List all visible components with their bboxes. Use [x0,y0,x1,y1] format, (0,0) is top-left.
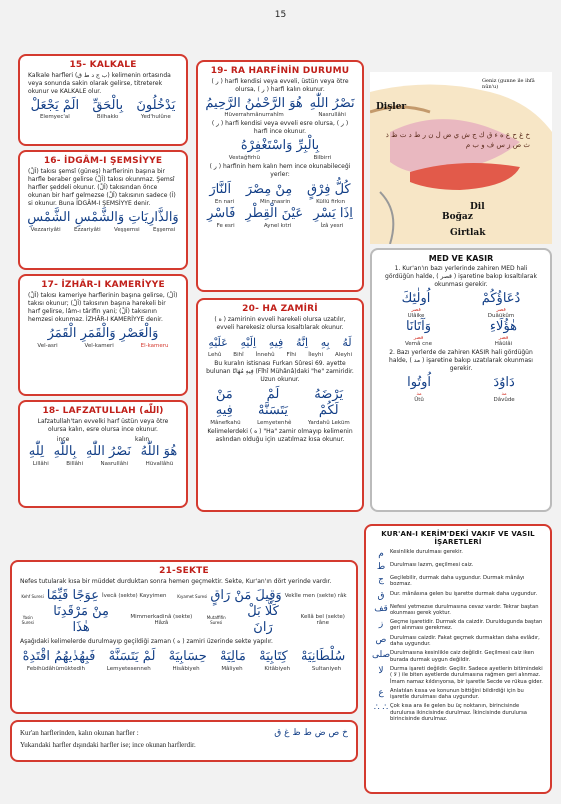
sekte-example [16,604,200,636]
arabic-text: اِذَا يَسْرِ [313,206,353,221]
arabic-text: مَالِيَهْ [220,649,246,664]
vakif-symbol: لا [378,665,384,676]
transliteration: Vestağfirhü [228,155,260,161]
vakif-symbol: م [378,549,384,559]
transliteration: Ezzariyâti [73,227,101,233]
vakif-description: Çok kısa ara ile gelen bu üç noktanın, birincisinde durulursa ikincisinde durulmaz. İkincisinde durulursa birincisinde durulmaz. [390,703,527,723]
transliteration: Lillâhi [32,461,49,467]
transliteration: En nari [214,199,235,205]
transliteration: El-kameru [140,343,169,349]
med-rule-2: 2. Bazı yerlerde de zahiren KASIR hali gördüğün halde, ( مد ) işaretine bakıp uzatılarak okunması gerekir. [389,349,533,372]
izhar-title: 17- İZHÂR-I KAMERİYYE [41,280,165,290]
med-title: MED VE KASIR [428,254,494,263]
transliteration: İzâ yesri [320,223,344,229]
vakif-item [372,666,544,685]
arabic-text: هٰؤُلَاءِ [489,319,518,334]
arabic-text: الَمْ يَجْعَلْ [30,98,80,113]
vakif-symbol: ج [378,575,384,585]
sure-name: Kıyamet Suresi [177,593,208,599]
sekte-row [16,588,352,604]
transliteration: Mimmerkadinâ (sekte) Hâzâ [130,614,193,626]
transliteration: Nasrullâhi [318,112,346,118]
vakif-description: Anlatılan kıssa ve konunun bittiğini bildirdiği için bu işaretle durulması daha uygundur. [390,687,524,701]
ha-trans-row [202,352,358,358]
med-ex3 [376,375,546,403]
arabic-text: بِاللّٰهِ [53,444,77,459]
title-arabic: (اللّٰه) [139,406,164,416]
label-bogaz: Boğaz [442,212,473,222]
madd-mark: مد [416,391,422,397]
arabic-text: يَدْخُلُونَ [136,98,176,113]
transliteration: Hüvallâhü [145,461,174,467]
lafzatullah-text: Lafzatullah'tan evvelki harf üstün veya ötre olursa kalın, esre olursa ince okunur. [37,418,169,433]
arabic-text: كَلَّا بَلْ رَانَ [247,604,279,635]
ha-arabic2-row [202,386,358,420]
vakif-description: Durma işareti değildir. Geçilir. Sadece ayetlerin bitimindeki ( لا ) ile biten ayetlerde durulmasına rağmen geri alınmaz. İmam namaz kıldırıyorsa, bir işaretle Secde ve rükua gider. [390,665,543,685]
transliteration: Bilbirri [313,155,332,161]
arabic-text: نَصْرُ اللّٰهِ [309,96,355,111]
sure-name: Kehf Suresi [21,593,44,599]
kalkale-example [92,98,123,120]
transliteration: Febihüdâhümüktedih [26,666,86,672]
arabic-text: لِلّٰهِ [28,444,45,459]
vakif-symbol: قف [374,603,388,614]
vakif-description: Durulmasına kesinlikle caiz değildir. Geçilmesi caiz iken burada durmak uygun değildir. [390,650,535,663]
izhar-arabic: وَالْعَصْرِ وَالْقَمَرِ الْقَمَرُ [47,326,159,341]
arabic-text: بِالْحَقِّ [92,98,124,113]
transliteration: Elemyec'al [39,114,70,120]
transliteration: İnnehû [255,352,275,358]
transliteration: Yardahû Leküm [307,420,350,426]
ra-ex4-trans [202,223,358,229]
ra-rule-3: ( ر ) harfinin hem kalın hem ince okunabileceği yerler: [209,163,351,178]
arabic-text: كِتَابِيَهْ [259,649,288,664]
ha-note: Bu kuralın istisnası Furkan Sûresi 69. ayette bulunan فِيهِ مُهَانًا (Fîhî Mühânâ)daki "he" zamiridir. Uzun okunur. [206,360,354,383]
ha-trans2-row [202,420,358,426]
kasr-mark: قصر [411,307,421,313]
kalkale-title: 15- KALKALE [69,60,137,70]
vakif-item [372,703,544,722]
idgam-trans [24,227,182,233]
kalkale-box [18,54,188,146]
vakif-item [372,549,544,559]
transliteration: Hâülâi [494,341,513,347]
arabic-text: هُوَ اللّٰهُ [140,444,178,459]
izhar-box [18,274,188,396]
transliteration: Fe esri [216,223,235,229]
kalin-label: kalın [134,436,150,443]
vakif-description: Kesinlikle durulması gerekir. [390,549,463,555]
vakif-item [372,591,544,601]
sekte-note: Aşağıdaki kelimelerde durulmayıp geçildiği zaman ( ه ) zamiri üzerinde sekte yapılır. [20,638,273,645]
transliteration: Yed'hulûne [140,114,171,120]
transliteration: Mâliyeh [221,666,243,672]
sekte-row [16,604,352,636]
vakif-item [372,650,544,663]
transliteration: Billâhi [66,461,84,467]
page-number: 15 [274,10,287,20]
ra-ex3-trans [202,199,358,205]
footer-box [10,720,358,762]
kalkale-examples [24,98,182,120]
ra-ex3-arabic [202,181,358,199]
transliteration: Kellâ bel (sekte) râne [300,614,345,626]
arabic-text: فَبِهُدٰيهُمُ اقْتَدِهْ [22,649,96,664]
transliteration: Vezzariyâti [30,227,61,233]
label-disler: Dişler [376,102,407,112]
arabic-text: فَاسْرِ [207,206,236,221]
label-dil: Dil [470,202,485,212]
arabic-text: لَمْ يَتَسَنَّهْ [257,387,288,418]
kalkale-text: Kalkale harfleri (ب ج د ط ق) kelimenin ortasında veya sonunda sakin olarak gelirse, titreterek okunur ve KALKALE olur. [28,72,171,95]
izhar-text: (اَلْ) takısı kameriye harflerinin başına gelirse, (اَلْ) takısı okunur; (اَلْ) takısının başına harekeli bir harf gelirse, lâm-ı târifin yani; (اَلْ) takısının hemzesi okunmaz. İZHÂR-I KAMERİYYE denir. [28,292,178,323]
sekte-title: 21-SEKTE [159,566,209,576]
vakif-item [372,635,544,648]
transliteration: Dâvûde [493,397,515,403]
arabic-text: اُولٰئِكَ [401,291,431,306]
vakif-item [372,604,544,617]
arabic-text: حِسَابِيَهْ [168,649,207,664]
sekte-words-trans [16,666,352,672]
articulation-diagram [370,72,552,244]
ha-text: ( ه ) zamirinin evveli harekeli olursa uzatılır, evveli harekesiz olursa kısaltılarak okunur. [214,316,346,331]
ra-title: 19- RA HARFİNİN DURUMU [210,66,350,76]
vakif-item [372,575,544,588]
arabic-text: عِوَجًا قَيِّمًا [46,588,99,603]
arabic-text: اِلَيْهِ [240,336,257,349]
ha-note2: Kelimelerdeki ( ه ) "Ha" zamir olmayıp kelimenin aslından olduğu için uzatılmaz kısa okunur. [207,428,353,443]
transliteration: Küllü firkın [316,199,346,205]
vakif-vasil-box [364,524,552,794]
transliteration: Kitâbiyeh [264,666,291,672]
transliteration: Aynel kıtri [263,223,292,229]
ince-label: ince [56,436,70,443]
arabic-text: بِهِ [320,336,330,349]
med-example [482,291,521,319]
lafzatullah-title [20,406,186,416]
vakif-title: KUR'AN-I KERİM'DEKİ VAKIF VE VASIL İŞARETLERİ [381,530,535,546]
vakif-symbol: ق [377,590,385,601]
vakif-description: Geçme işaretidir. Durmak da caizdir. Duruldugunda baştan geri alınması gerekmez. [390,619,543,632]
vakif-list [366,549,550,722]
vakif-item [372,562,544,572]
footer-line-2: Yukarıdaki harfler dışındaki harfler ise; ince okunan harflerdir. [20,741,196,749]
arabic-text: مِنْ مَرْقَدِنَا هٰذَا [53,604,109,635]
transliteration: Sultaniyeh [311,666,342,672]
sekte-example [21,588,166,604]
arabic-text: سُلْطَانِيَهْ [300,649,346,664]
idgam-arabic: وَالذَّارِيَاتِ وَالشَّمْسِ الشَّمْسِ [27,210,179,225]
vakif-symbol: ط [376,562,386,572]
med-example [402,291,431,319]
transliteration: İleyhi [308,352,324,358]
sekte-text: Nefes tutularak kısa bir müddet durduktan sonra hemen geçmektir. Sekte, Kur'an'ın dört yerinde vardır. [20,578,332,585]
vakif-description: Nefesi yetmezse durulmasına cevaz vardır. Tekrar baştan okunması gerek yoktur. [390,603,539,616]
footer-letters: خ ص ض ط ظ غ ق [274,728,348,738]
vakif-description: Durulması caizdir. Fakat geçmek durmaktan daha evlâdır, daha uygundur. [390,634,540,648]
sekte-box [10,560,358,714]
arabic-text: اِنَّهُ [295,336,308,349]
arabic-text: اَلنَّارَ [209,182,232,197]
footer-line-1: Kur'an harflerinden, kalın okunan harfler : [20,729,139,737]
sure-name: Mutaffifin Suresi [206,615,226,625]
transliteration: Vemâ cne [404,341,433,347]
izhar-trans [24,343,182,349]
arabic-text: وَقِيلَ مَنْ رَاقٍ [210,588,282,603]
transliteration: Nasrullâhi [100,461,129,467]
transliteration: Fîhi [286,352,297,358]
transliteration: Veşşemsi [114,227,140,233]
transliteration: Vekîle men (sekte) râk [284,593,347,599]
med-ex1 [376,291,546,319]
idgam-title: 16- İDGÂM-I ŞEMSİYYE [43,156,163,166]
lafzatullah-arabic-row [24,443,182,461]
med-ex2 [376,319,546,347]
lafzatullah-box [18,400,188,508]
vakif-symbol: صلى [372,650,391,661]
lafzatullah-labels [24,436,182,443]
ha-arabic-row [202,334,358,352]
ra-example [205,96,302,118]
kasr-mark: قصر [498,335,509,341]
idgam-text: (اَلْ) takısı şemsî (güneş) harflerinin başına bir harfle beraber gelirse (اَلْ) takısı okunmaz. Şemsî harfler şeddeli okunur. (اَلْ) takısından önce okunan bir harf gelmezse (اَلْ) takısının sadece (اَ) si okunur. Buna İDGÂM-I ŞEMSİYYE denir. [28,168,176,207]
label-geniz: Geniz (gunne ile ihfâ nûn'u) [482,78,535,90]
vakif-description: Geçilebilir, durmak daha uygundur. Durmak mânâyı bozmaz. [390,575,525,588]
transliteration: Bihî [233,352,244,358]
vakif-symbol: ص [375,634,387,645]
med-example [405,319,432,347]
vakif-description: Dur. mânâsına gelen bu işarette durmak daha uygundur. [390,590,538,597]
transliteration: Lehû [207,352,222,358]
transliteration: Aleyhi [335,352,352,358]
idgam-box [18,150,188,270]
arabic-text: لَمْ يَتَسَنَّهْ [108,649,156,664]
sekte-example [177,588,346,604]
med-example [407,375,431,403]
diagram-letters: خ غ ح ع ه ء ق ك ج ش ي ض ل ن ر ط د ت ظ ذ ث ص ز س ف و ب م [385,131,530,149]
vakif-description: Durulması lazım, geçilmesi caiz. [390,562,474,568]
med-rule-1: 1. Kur'an'ın bazı yerlerinde zahiren MED hali gördüğün halde, ( قصر ) işaretine bakıp kısaltılarak okunması gerekir. [385,265,537,288]
lafzatullah-trans [24,461,182,467]
ra-rule-2: ( ر ) harfi kendisi veya evveli esre olursa, ( ر ) harfi ince okunur. [211,120,349,135]
ra-ex2-arabic: بِالْبِرِّ وَاسْتَغْفِرْهُ [240,138,320,153]
ra-rule-1: ( ر ) harfi kendisi veya evveli, üstün veya ötre olursa, ( ر ) harfi kalın okunur. [211,78,349,93]
sure-name: Yasin Suresi [21,615,34,625]
ra-box [196,60,364,292]
arabic-text: يَرْضَهُ لَكُمْ [314,387,344,418]
transliteration: Lemyetenhê [257,420,292,426]
arabic-text: دُعَاؤُكُمْ [481,291,521,306]
arabic-text: مَنْ فِيهِ [215,387,233,418]
arabic-text: وَآتَانَا [405,319,432,334]
kalkale-example [136,98,175,120]
ra-ex4-arabic [202,205,358,223]
sekte-words-arabic [16,648,352,666]
transliteration: Eşşemsi [152,227,176,233]
arabic-text: كُلُّ فِرْقٍ [306,182,351,197]
arabic-text: هُوَ الرَّحْمٰنُ الرَّحِيمُ [205,96,303,111]
transliteration: Mânefkahü [210,420,241,426]
transliteration: Min masrin [259,199,291,205]
vakif-symbol: ز [378,619,384,630]
ra-example [310,96,355,118]
ha-title: 20- HA ZAMİRİ [242,304,318,314]
arabic-text: فِيهِ [268,336,284,349]
vakif-symbol: ∴ ∴ [373,703,389,714]
ha-zamiri-box [196,298,364,512]
arabic-text: مِنْ مِصْرَ [245,182,293,197]
transliteration: İvecâ (sekte) Kayyimen [101,593,167,599]
transliteration: Bilhakkı [96,114,119,120]
title-text: 18- LAFZATULLAH [42,406,136,416]
transliteration: Ulâike [407,313,425,319]
arabic-text: عَيْنَ الْقِطْرِ [245,206,304,221]
transliteration: Hisâbiyeh [172,666,200,672]
arabic-text: عَلَيْهِ [208,336,228,349]
kasr-mark: قصر [496,307,506,313]
ra-ex2-trans [202,155,358,161]
transliteration: Hüverrahmânurrahîm [224,112,284,118]
vakif-item [372,619,544,632]
arabic-text: لَهُ [342,336,352,349]
med-example [490,319,517,347]
transliteration: Vel-asri [37,343,58,349]
arabic-text: اُوتُوا [407,375,432,390]
transliteration: Lemyetesenneh [106,666,151,672]
sekte-example [200,604,352,636]
arabic-text: دَاوُدَ [493,375,515,390]
kasr-mark: قصر [413,335,424,341]
med-kasir-box [370,248,552,512]
madd-mark: مد [501,391,507,397]
kalkale-example [31,98,79,120]
transliteration: Ûtû [414,397,424,403]
vakif-item [372,688,544,701]
transliteration: Duâükûm [487,313,515,319]
vakif-symbol: ع [378,687,384,698]
ra-ex1 [202,96,358,118]
med-example [493,375,514,403]
arabic-text: نَصْرُ اللّٰهِ [86,444,132,459]
transliteration: Vel-kameri [84,343,114,349]
label-girtlak: Girtlak [450,228,486,238]
